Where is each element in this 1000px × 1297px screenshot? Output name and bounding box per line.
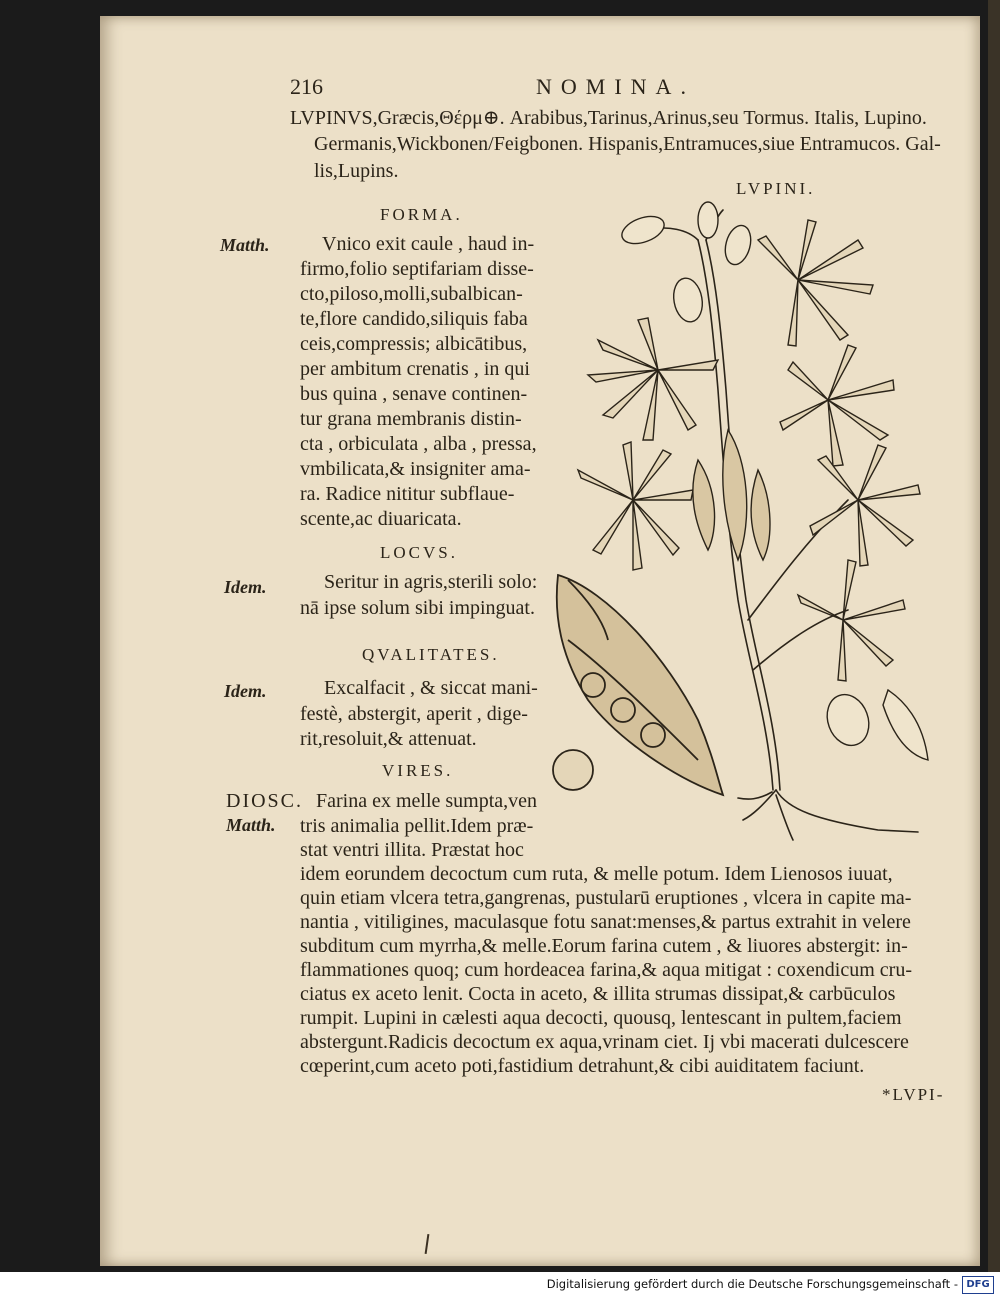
margin-note-qualitates: Idem.	[224, 681, 267, 701]
text-line: rumpit. Lupini in cælesti aqua decocti, quousq, lentescant in pultem,faciem	[300, 1007, 902, 1029]
text-line: tur grana membranis distin-	[300, 408, 522, 430]
text-line: ceis,compressis; albicātibus,	[300, 333, 528, 355]
names-line-1: LVPINVS,Græcis,Θέρμ⊕. Arabibus,Tarinus,Arinus,seu Tormus. Italis, Lupino.	[290, 107, 927, 129]
text-line: vmbilicata,& insigniter ama-	[300, 458, 531, 480]
text-line: Seritur in agris,sterili solo:	[324, 571, 538, 593]
text-line: bus quina , senave continen-	[300, 383, 528, 405]
text-line: flammationes quoq; cum hordeacea farina,& aqua mitigat : coxendicum cru-	[300, 959, 912, 981]
text-line: cta , orbiculata , alba , pressa,	[300, 433, 537, 455]
running-title: NOMINA.	[536, 74, 695, 99]
section-heading-forma: FORMA.	[380, 205, 463, 224]
book-spine-edge	[988, 0, 1000, 1272]
text-line: rit,resoluit,& attenuat.	[300, 728, 477, 750]
text-line: firmo,folio septifariam disse-	[300, 258, 534, 280]
text-line: nantia , vitiligines, maculasque fotu sanat:menses,& partus extrahit in velere	[300, 911, 911, 933]
text-line: subditum cum myrrha,& melle.Eorum farina cutem , & liuores abstergit: in-	[300, 935, 908, 957]
text-line: quin etiam vlcera tetra,gangrenas, pustularū eruptiones , vlcera in capite ma-	[300, 887, 912, 909]
text-line: stat ventri illita. Præstat hoc	[300, 839, 524, 861]
figure-caption: LVPINI.	[736, 179, 816, 198]
text-line: cto,piloso,molli,subalbican-	[300, 283, 523, 305]
names-line-2: Germanis,Wickbonen/Feigbonen. Hispanis,Entramuces,siue Entramucos. Gal-	[314, 133, 941, 155]
text-line: Excalfacit , & siccat mani-	[324, 677, 538, 699]
text-line: per ambitum crenatis , in qui	[300, 358, 530, 380]
margin-note-locus: Idem.	[224, 577, 267, 597]
text-line: tris animalia pellit.Idem præ-	[300, 815, 534, 837]
margin-note-dioscorides: DIOSC.	[226, 790, 304, 812]
section-heading-locus: LOCVS.	[380, 543, 458, 562]
text-line: abstergunt.Radicis decoctum ex aqua,vrinam ciet. Ij vbi macerati dulcescere	[300, 1031, 909, 1053]
ink-mark	[425, 1234, 430, 1254]
text-line: festè, abstergit, aperit , dige-	[300, 703, 528, 725]
text-line: idem eorundem decoctum cum ruta, & melle potum. Idem Lienosos iuuat,	[300, 863, 893, 885]
text-line: ra. Radice nititur subflaue-	[300, 483, 515, 505]
text-line: nā ipse solum sibi impinguat.	[300, 597, 535, 619]
text-line: Farina ex melle sumpta,ven	[316, 790, 538, 812]
catchword: *LVPI-	[882, 1085, 945, 1104]
section-heading-qualitates: QVALITATES.	[362, 645, 500, 664]
text-line: Vnico exit caule , haud in-	[322, 233, 535, 255]
text-line: scente,ac diuaricata.	[300, 508, 462, 530]
text-line: ciatus ex aceto lenit. Cocta in aceto, & illita strumas dissipat,& carbūculos	[300, 983, 896, 1005]
lupine-woodcut-illustration	[548, 200, 938, 850]
dfg-logo: DFG	[962, 1276, 994, 1294]
margin-note-matthiolus: Matth.	[226, 815, 276, 835]
names-line-3: lis,Lupins.	[314, 160, 399, 182]
page-number: 216	[290, 74, 323, 99]
funding-notice: Digitalisierung gefördert durch die Deutsche Forschungsgemeinschaft -	[546, 1277, 958, 1291]
section-heading-vires: VIRES.	[382, 761, 454, 780]
margin-note-forma: Matth.	[220, 235, 270, 255]
footer-bar	[0, 1272, 1000, 1297]
text-line: te,flore candido,siliquis faba	[300, 308, 528, 330]
text-line: cœperint,cum aceto poti,fastidium detrahunt,& cibi auiditatem faciunt.	[300, 1055, 865, 1077]
